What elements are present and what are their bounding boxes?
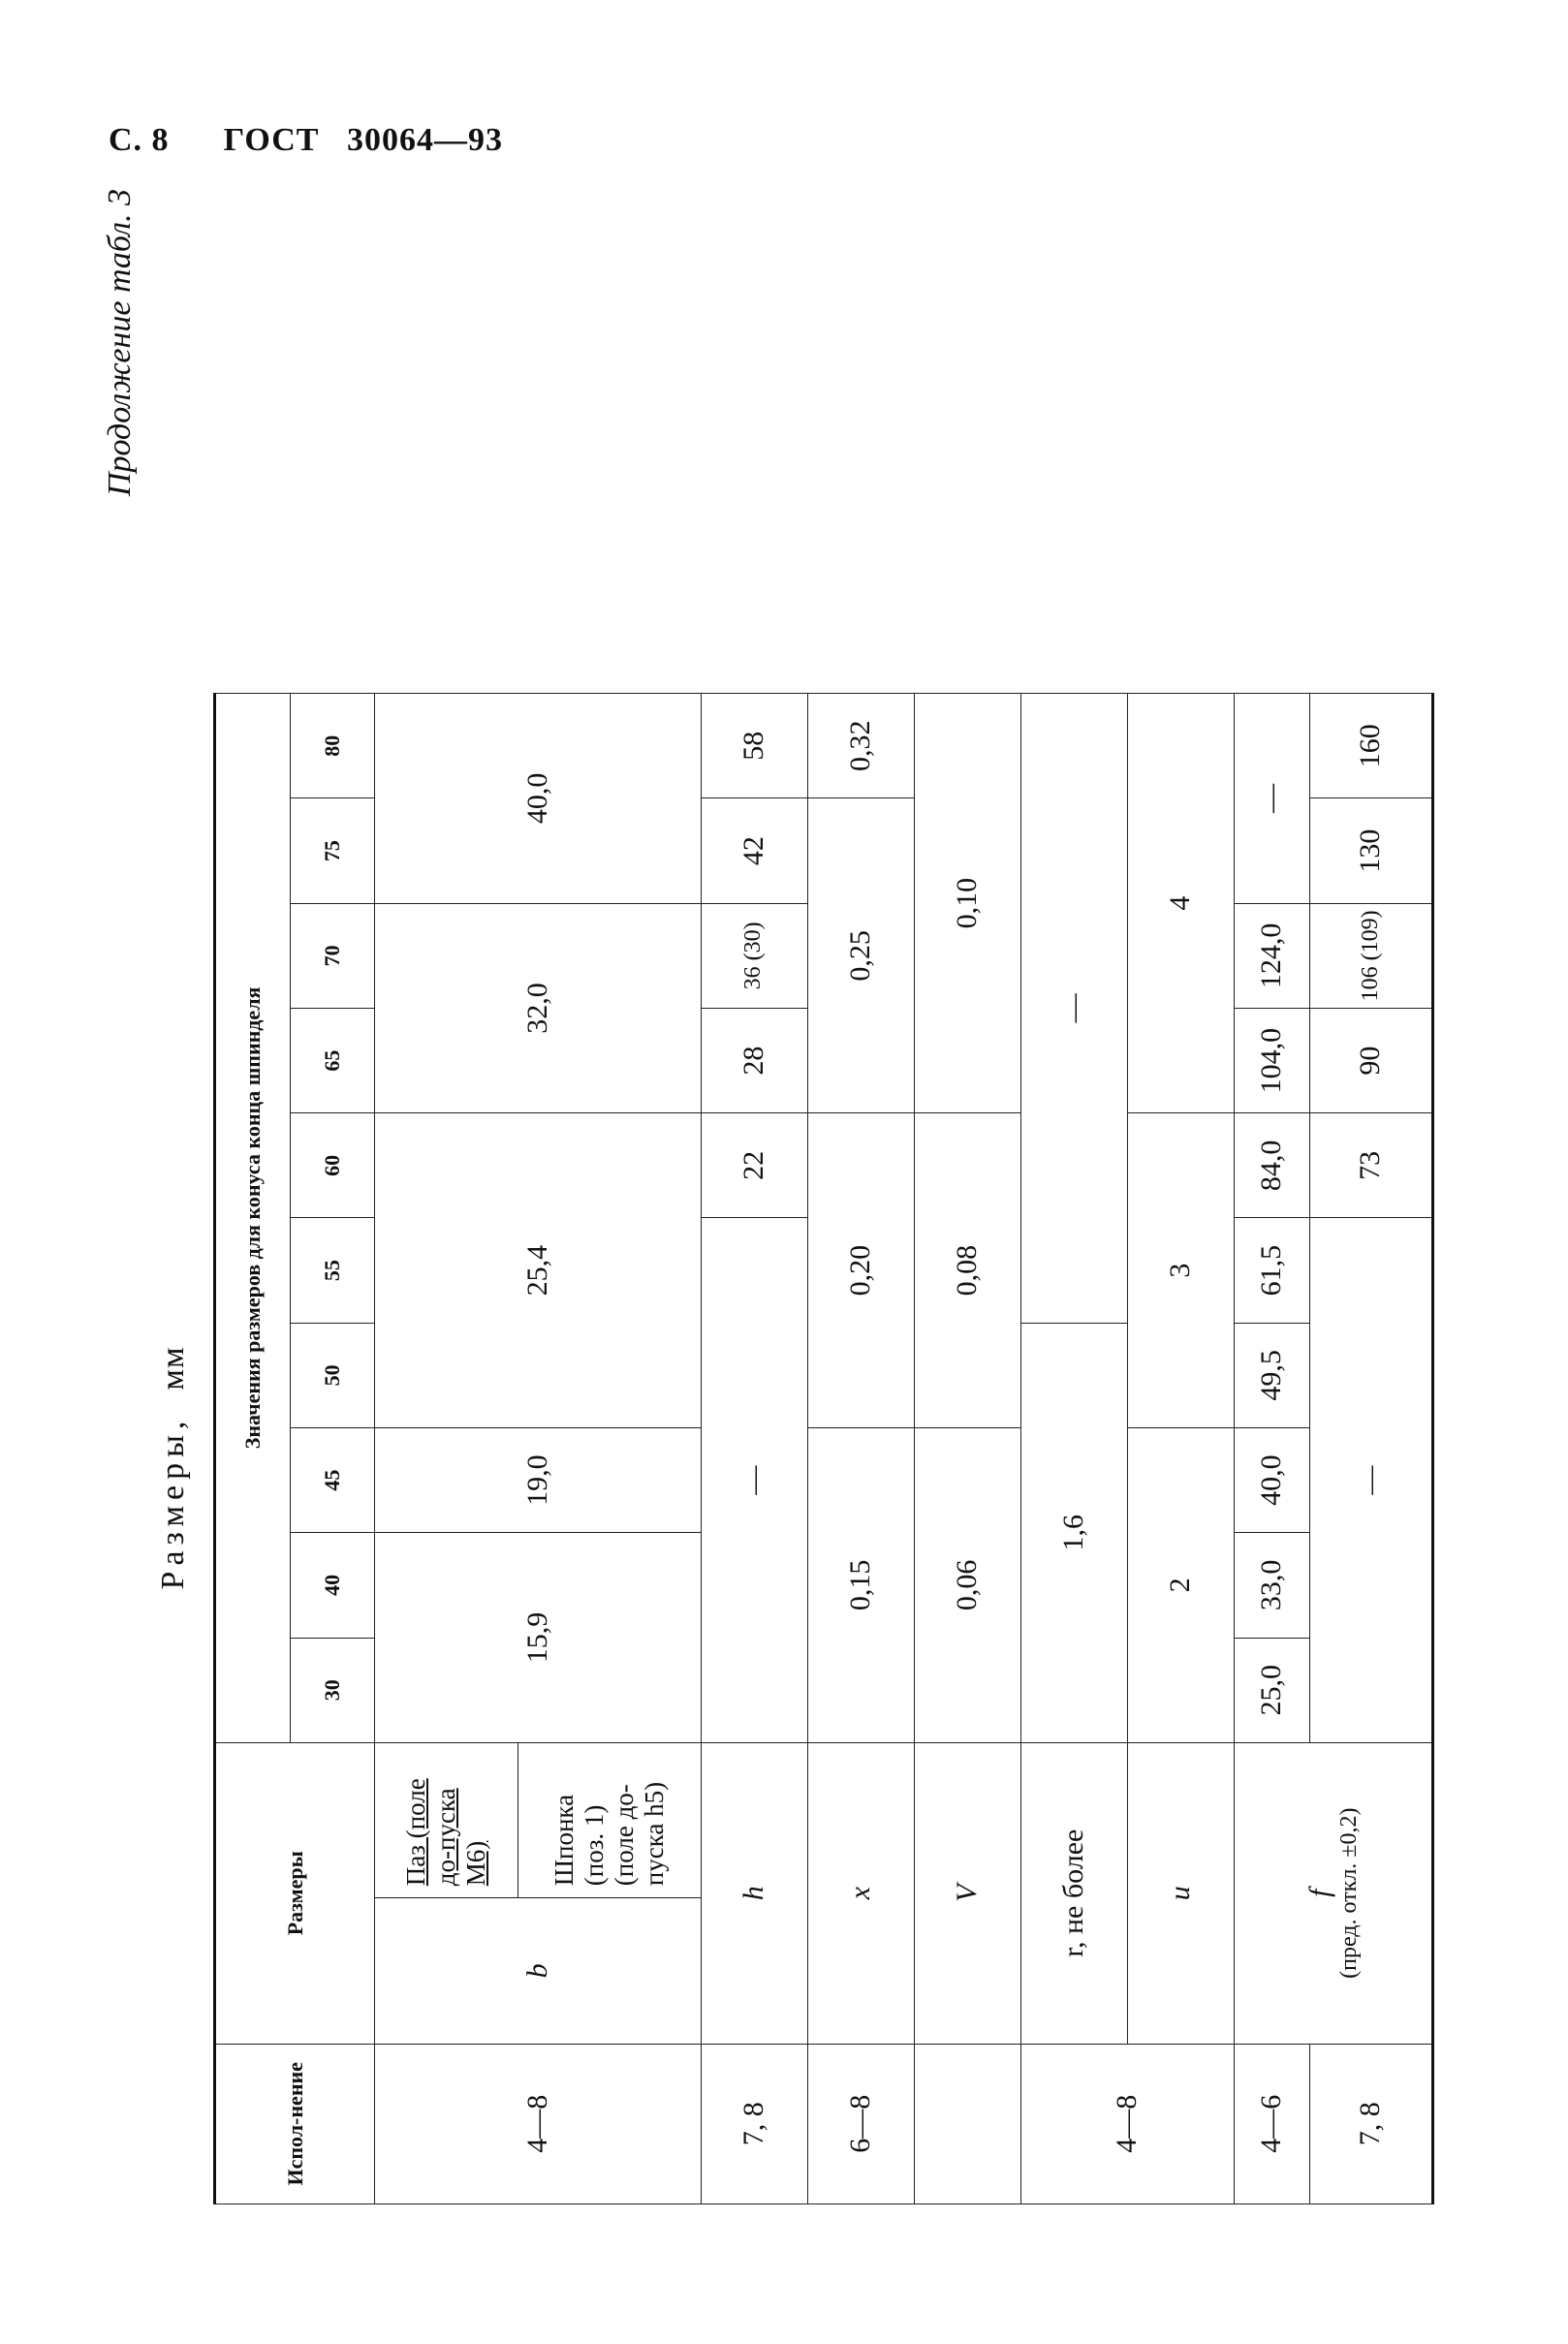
f1-value: 61,5 xyxy=(1235,1218,1310,1323)
b-symbol: b xyxy=(375,1898,701,2044)
v-value-30-45: 0,06 xyxy=(914,1428,1020,1743)
f-symbol: f xyxy=(1302,1889,1335,1897)
b-value-75-80: 40,0 xyxy=(375,694,701,904)
f2-value-80: 160 xyxy=(1309,694,1432,798)
x-value-65-75: 0,25 xyxy=(807,798,914,1113)
f1-usage: 4—6 xyxy=(1235,2044,1310,2203)
r-usage: 4—8 xyxy=(1020,2044,1234,2203)
r-value-30-50: 1,6 xyxy=(1020,1323,1127,1742)
f2-value-70: 106 (109) xyxy=(1309,903,1432,1008)
h-value-60: 22 xyxy=(701,1113,807,1218)
page-header xyxy=(109,122,503,159)
f1-value: 104,0 xyxy=(1235,1008,1310,1112)
header-cone: 65 xyxy=(290,1008,375,1112)
f1-value: 84,0 xyxy=(1235,1113,1310,1218)
h-value-75: 42 xyxy=(701,798,807,903)
h-value-70: 36 (30) xyxy=(701,903,807,1008)
key-desc: Шпонка (поз. 1) (поле до-пуска h5) xyxy=(518,1742,701,1897)
header-cone: 80 xyxy=(290,694,375,798)
rotated-table-sheet xyxy=(102,189,1478,2204)
b-value-50-60: 25,4 xyxy=(375,1113,701,1428)
f-tolerance: (пред. откл. ±0,2) xyxy=(1336,1807,1363,1979)
page-number: С. 8 xyxy=(109,122,170,158)
dimensions-table xyxy=(213,693,1434,2204)
f2-usage: 7, 8 xyxy=(1309,2044,1432,2203)
u-value-30-45: 2 xyxy=(1128,1428,1235,1743)
header-dimensions: Размеры xyxy=(215,1742,375,2044)
standard-number: 30064—93 xyxy=(346,122,503,158)
f1-value: 25,0 xyxy=(1235,1638,1310,1742)
b-value-45: 19,0 xyxy=(375,1428,701,1533)
f-symbol-cell xyxy=(1235,1742,1433,2044)
f1-value: 40,0 xyxy=(1235,1428,1310,1533)
f2-dash: — xyxy=(1309,1218,1432,1742)
x-value-80: 0,32 xyxy=(807,694,914,798)
h-usage: 7, 8 xyxy=(701,2044,807,2203)
v-usage xyxy=(914,2044,1020,2203)
b-value-30-40: 15,9 xyxy=(375,1533,701,1743)
u-value-65-80: 4 xyxy=(1128,694,1235,1113)
b-usage: 4—8 xyxy=(375,2044,701,2203)
header-group: Значения размеров для конуса конца шпинделя xyxy=(215,694,291,1743)
h-value-65: 28 xyxy=(701,1008,807,1112)
h-value-80: 58 xyxy=(701,694,807,798)
header-cone: 30 xyxy=(290,1638,375,1742)
standard-label: ГОСТ xyxy=(223,122,320,158)
f2-value-60: 73 xyxy=(1309,1113,1432,1218)
h-dash: — xyxy=(701,1218,807,1742)
v-value-50-60: 0,08 xyxy=(914,1113,1020,1428)
x-value-50-60: 0,20 xyxy=(807,1113,914,1428)
header-cone: 40 xyxy=(290,1533,375,1638)
slot-desc: Паз (поле до-пуска М6) xyxy=(375,1742,518,1897)
r-symbol: r, не более xyxy=(1020,1742,1127,2044)
header-usage: Испол-нение xyxy=(215,2044,375,2203)
f1-dash: — xyxy=(1235,694,1310,904)
r-dash: — xyxy=(1020,694,1127,1324)
header-cone: 45 xyxy=(290,1428,375,1533)
v-symbol: V xyxy=(914,1742,1020,2044)
b-value-65-70: 32,0 xyxy=(375,903,701,1113)
x-symbol: x xyxy=(807,1742,914,2044)
h-symbol: h xyxy=(701,1742,807,2044)
u-symbol: u xyxy=(1128,1742,1235,2044)
header-cone: 55 xyxy=(290,1218,375,1323)
table-caption xyxy=(155,732,192,2204)
f2-value-75: 130 xyxy=(1309,798,1432,903)
header-cone: 50 xyxy=(290,1323,375,1427)
header-cone: 60 xyxy=(290,1113,375,1218)
header-cone: 70 xyxy=(290,903,375,1008)
continuation-label: Продолжение табл. 3 xyxy=(102,189,138,497)
f1-value: 124,0 xyxy=(1235,903,1310,1008)
x-value-30-45: 0,15 xyxy=(807,1428,914,1743)
u-value-50-60: 3 xyxy=(1128,1113,1235,1428)
caption-unit: мм xyxy=(155,1346,191,1391)
x-usage: 6—8 xyxy=(807,2044,914,2203)
f2-value-65: 90 xyxy=(1309,1008,1432,1112)
caption-title: Размеры, xyxy=(155,1415,191,1590)
f1-value: 49,5 xyxy=(1235,1323,1310,1427)
f1-value: 33,0 xyxy=(1235,1533,1310,1638)
header-cone: 75 xyxy=(290,798,375,903)
v-value-65-80: 0,10 xyxy=(914,694,1020,1113)
